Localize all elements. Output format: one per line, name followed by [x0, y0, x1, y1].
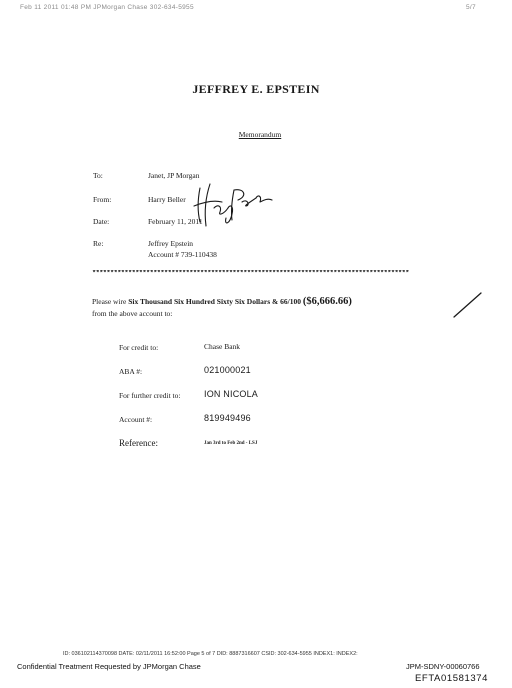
re-value: Jeffrey Epstein [148, 239, 194, 248]
further-credit-label: For further credit to: [119, 391, 181, 400]
bates-number: EFTA01581374 [415, 673, 489, 684]
re-account: Account # 739-110438 [148, 250, 217, 259]
from-label: From: [93, 195, 112, 204]
letterhead-title: JEFFREY E. EPSTEIN [192, 82, 320, 96]
aba-value: 021000021 [204, 365, 251, 375]
aba-label: ABA #: [119, 367, 143, 376]
control-number: JPM-SDNY-00060766 [406, 662, 480, 671]
credit-label: For credit to: [119, 343, 159, 352]
check-mark [450, 290, 486, 320]
handwritten-signature [176, 180, 276, 230]
fax-id-line: ID: 036102114370098 DATE: 02/11/2011 16:52:00 Page 5 of 7 DID: 8887316607 CSID: 302-634-5955 INDEX1: INDEX2: [63, 651, 358, 657]
date-value: February 11, 2011 [148, 217, 203, 226]
reference-label: Reference: [119, 438, 158, 448]
fax-header-line: Feb 11 2011 01:48 PM JPMorgan Chase 302-634-5955 [20, 4, 194, 11]
credit-value: Chase Bank [204, 342, 241, 351]
wire-instruction [92, 297, 352, 307]
further-credit-value: ION NICOLA [204, 389, 259, 399]
from-value: Harry Beller [148, 195, 186, 204]
account-label: Account #: [119, 415, 153, 424]
wire-amount: ($6,666.66) [302, 296, 352, 307]
to-value: Janet, JP Morgan [148, 171, 200, 180]
to-label: To: [93, 171, 103, 180]
asterisk-separator: **************************************************************************************** [92, 270, 409, 278]
wire-prefix: Please wire [92, 297, 129, 306]
re-label: Re: [93, 239, 104, 248]
wire-line-2: from the above account to: [92, 309, 173, 318]
wire-amount-words: Six Thousand Six Hundred Sixty Six Dollars & 66/100 [128, 297, 301, 306]
fax-page-number: 5/7 [466, 4, 476, 11]
confidential-notice: Confidential Treatment Requested by JPMorgan Chase [17, 662, 201, 671]
memorandum-label: Memorandum [238, 130, 282, 139]
date-label: Date: [93, 217, 110, 226]
account-value: 819949496 [204, 413, 251, 423]
reference-value: Jan 3rd to Feb 2nd - LSJ [204, 441, 258, 446]
